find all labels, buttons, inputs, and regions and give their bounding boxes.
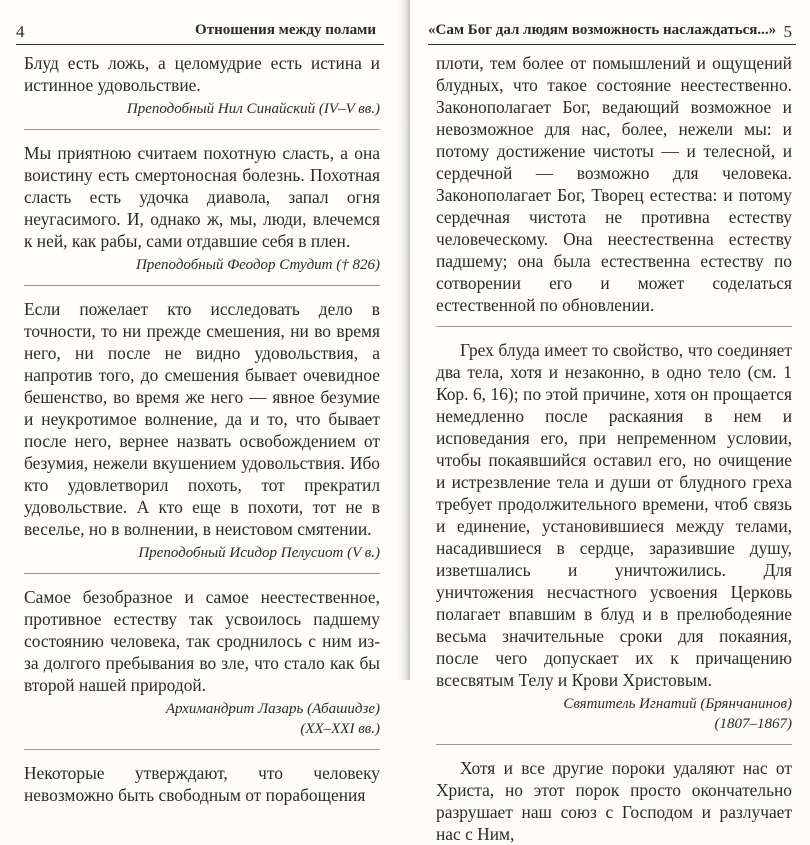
left-page-header bbox=[16, 18, 384, 45]
right-page-body bbox=[436, 52, 792, 845]
quote-attribution-dates: (XX–XXI вв.) bbox=[300, 721, 380, 737]
right-page bbox=[410, 0, 810, 844]
separator bbox=[436, 744, 792, 745]
quote-attribution: Преподобный Исидор Пелусиот (V в.) bbox=[138, 545, 380, 561]
quote-text: Хотя и все другие пороки удаляют нас от Христа, но этот порок просто окончательно разрушает наш союз с Господом и разлучает нас с Ним, bbox=[436, 758, 792, 844]
quote-attribution-dates: (1807–1867) bbox=[714, 716, 792, 732]
quote-text: Блуд есть ложь, а целомудрие есть истина и истинное удовольствие. bbox=[24, 53, 380, 95]
quote-text: Если пожелает кто исследовать дело в точности, то ни прежде смешения, ни во время него, ни после не видно удовольствия, а напротив того, до смешения бывает очевидное бешенство, во время же него — явное безумие и неукротимое волнение, да и то, что бывает после него, вернее назвать освобождением от безумия, нежели вкушением удовольствия. Ибо кто удовлетворил похоть, тот прекратил удовольствие. А кто еще в похоти, тот не в веселье, но в волнении, в неистовом смятении. bbox=[24, 299, 380, 539]
separator bbox=[24, 285, 380, 286]
quote-attribution: Преподобный Феодор Студит († 826) bbox=[136, 257, 380, 273]
quote-attribution: Преподобный Нил Синайский (IV–V вв.) bbox=[126, 101, 380, 117]
quote-text: Некоторые утверждают, что человеку невозможно быть свободным от порабощения bbox=[24, 763, 380, 805]
separator bbox=[24, 573, 380, 574]
separator bbox=[436, 326, 792, 327]
quote-attribution: Архимандрит Лазарь (Абашидзе) bbox=[165, 701, 380, 717]
quote-text: Самое безобразное и самое неестественное, противное естеству так усвоилось падшему состоянию человека, так сроднилось с ним из-за долгого пребывания во зле, что стало как бы второй нашей природой. bbox=[24, 587, 380, 695]
left-page bbox=[0, 0, 405, 805]
page-number: 5 bbox=[783, 22, 792, 41]
page-number: 4 bbox=[16, 22, 25, 41]
quote-text: Мы приятною считаем похотную сласть, а она воистину есть смертоносная болезнь. Похотная сласть есть удочка диавола, запал огня неугасимого. И, однако ж, мы, люди, влечемся к ней, как рабы, сами отдавшие себя в плен. bbox=[24, 143, 380, 251]
right-page-header bbox=[428, 18, 796, 45]
separator bbox=[24, 129, 380, 130]
left-page-body bbox=[24, 52, 380, 806]
running-head: Отношения между полами bbox=[195, 22, 376, 38]
continuation-text: плоти, тем более от помышлений и ощущений блудных, что такое состояние неестественно. Законополагает Бог, ведающий возможное и невозможное для нас, более, нежели мы: и потому достижение чистоты — и телесной, и сердечной — возможно для человека. Законополагает Бог, Творец естества: и потому сердечная чистота не противна естеству человеческому. Она неестественна естеству падшему; она была естественна естеству по сотворении его и может соделаться естественной по обновлении. bbox=[436, 53, 792, 315]
quote-attribution: Святитель Игнатий (Брянчанинов) bbox=[563, 696, 792, 712]
running-head: «Сам Бог дал людям возможность наслаждаться...» bbox=[428, 22, 777, 38]
separator bbox=[24, 749, 380, 750]
quote-text: Грех блуда имеет то свойство, что соединяет два тела, хотя и незаконно, в одно тело (см. 1 Кор. 6, 16); по этой причине, хотя он прощается немедленно после раскаяния в нем и исповедания его, при непременном условии, чтобы покаявшийся оставил его, но очищение и истрезвление тела и души от блудного греха требует продолжительного времени, чтоб связь и единение, установившиеся между телами, насадившиеся в сердце, заразившие душу, изветшались и уничтожились. Для уничтожения несчастного усвоения Церковь полагает впавшим в блуд и в прелюбодеяние весьма значительные сроки для покаяния, после чего допускает их к причащению всесвятым Телу и Крови Христовым. bbox=[436, 340, 792, 690]
